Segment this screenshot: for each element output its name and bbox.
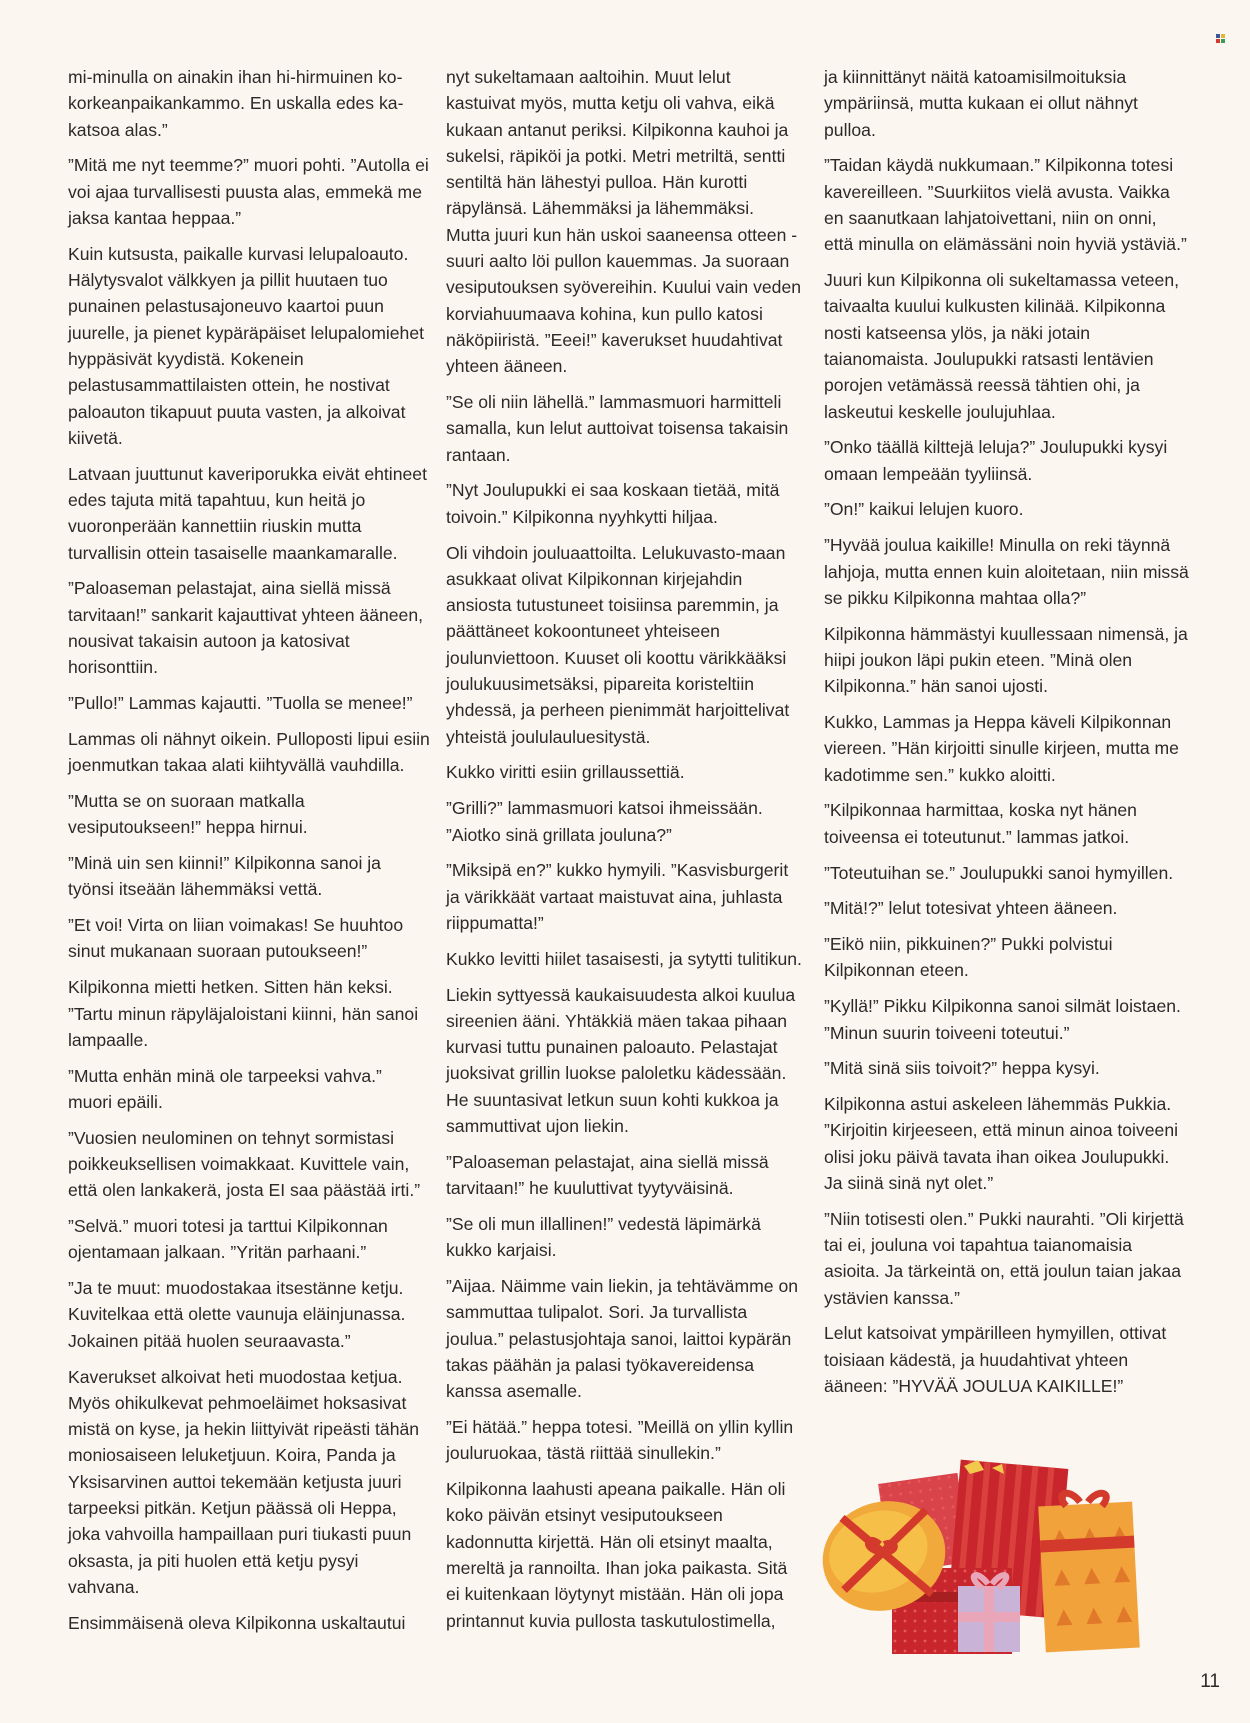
paragraph: ”Niin totisesti olen.” Pukki naurahti. ”Oli kirjettä tai ei, jouluna voi tapahtua taianomaisia asioita. Ja tärkeintä on, että joulun taian jakaa ystävien kanssa.” bbox=[824, 1208, 1184, 1308]
paragraph: ”Pullo!” Lammas kajautti. ”Tuolla se menee!” bbox=[68, 693, 413, 714]
paragraph: Kukko, Lammas ja Heppa käveli Kilpikonnan viereen. ”Hän kirjoitti sinulle kirjeen, mutta me kadotimme sen.” kukko aloitti. bbox=[824, 712, 1179, 785]
page-number: 11 bbox=[1200, 1671, 1220, 1692]
paragraph: ”Selvä.” muori totesi ja tarttui Kilpikonnan ojentamaan jalkaan. ”Yritän parhaani.” bbox=[68, 1216, 388, 1263]
paragraph: Oli vihdoin jouluaattoilta. Lelukuvasto-maan asukkaat olivat Kilpikonnan kirjejahdin ansiosta tutustuneet toisiinsa paremmin, ja päättäneet kokoontuneet yhteiseen joulunviettoon. Kuuset oli koottu värikkääksi joulukuusimetsäksi, pipareita koristeltiin yhdessä, ja perheen pienimmät harjoittelivat yhteistä joululauluesitystä. bbox=[446, 542, 790, 747]
paragraph: ”Miksipä en?” kukko hymyili. ”Kasvisburgerit ja värikkäät vartaat maistuvat aina, juhlasta riippumatta!” bbox=[446, 860, 789, 933]
paragraph: ”Toteutuihan se.” Joulupukki sanoi hymyillen. bbox=[824, 862, 1174, 883]
paragraph: Juuri kun Kilpikonna oli sukeltamassa veteen, taivaalta kuului kulkusten kilinää. Kilpikonna nosti katseensa ylös, ja näki jotain taianomaista. Joulupukki ratsasti lentävien porojen vetämässä reessä tähtien ohi, ja laskeutui keskelle joulujuhlaa. bbox=[824, 270, 1180, 422]
paragraph: Lammas oli nähnyt oikein. Pulloposti lipui esiin joenmutkan takaa alati kiihtyvällä vauhdilla. bbox=[68, 728, 430, 776]
paragraph: Kilpikonna laahusti apeana paikalle. Hän oli koko päivän etsinyt vesiputoukseen kadonnutta kirjettä. Hän oli etsinyt maalta, mereltä ja rannoilta. Ihan joka paikasta. Sitä ei kuitenkaan löytynyt mistään. Hän oli jopa printannut kuvia pullosta taskutulostimella, bbox=[446, 1479, 788, 1631]
paragraph: ”Kyllä!” Pikku Kilpikonna sanoi silmät loistaen. ”Minun suurin toiveeni toteutui.” bbox=[824, 996, 1181, 1043]
paragraph: ”Mutta enhän minä ole tarpeeksi vahva.” muori epäili. bbox=[68, 1065, 382, 1112]
paragraph: Ensimmäisenä oleva Kilpikonna uskaltautui bbox=[68, 1612, 406, 1633]
paragraph: ”Kilpikonnaa harmittaa, koska nyt hänen toiveensa ei toteutunut.” lammas jatkoi. bbox=[824, 800, 1137, 847]
paragraph: Latvaan juuttunut kaveriporukka eivät ehtineet edes tajuta mitä tapahtuu, kun heitä jo vuoronperään kannettiin riuskin mutta turvallisin ottein tasaiselle maankamaralle. bbox=[68, 463, 427, 563]
paragraph: ”Se oli niin lähellä.” lammasmuori harmitteli samalla, kun lelut auttoivat toisensa takaisin rantaan. bbox=[446, 392, 789, 465]
paragraph: ”Taidan käydä nukkumaan.” Kilpikonna totesi kavereilleen. ”Suurkiitos vielä avusta. Vaikka en saanutkaan lahjatoivettani, niin on onni, että minulla on elämässäni noin hyviä ystäviä.” bbox=[824, 155, 1187, 255]
paragraph: ”Minä uin sen kiinni!” Kilpikonna sanoi ja työnsi itseään lähemmäksi vettä. bbox=[68, 853, 381, 900]
paragraph: ”Hyvää joulua kaikille! Minulla on reki täynnä lahjoja, mutta ennen kuin aloitetaan, niin missä se pikku Kilpikonna mahtaa olla?” bbox=[824, 535, 1189, 608]
paragraph: ”Vuosien neulominen on tehnyt sormistasi poikkeuksellisen voimakkaat. Kuvittele vain, että olen lankakerä, josta EI saa päästää irti.” bbox=[68, 1127, 421, 1201]
paragraph: ja kiinnittänyt näitä katoamisilmoituksia ympäriinsä, mutta kukaan ei ollut nähnyt pulloa. bbox=[824, 67, 1138, 140]
paragraph: Lelut katsoivat ympärilleen hymyillen, ottivat toisiaan kädestä, ja huudahtivat yhteen ääneen: ”HYVÄÄ JOULUA KAIKILLE!” bbox=[824, 1323, 1167, 1397]
paragraph: ”Mitä me nyt teemme?” muori pohti. ”Autolla ei voi ajaa turvallisesti puusta alas, emmekä me jaksa kantaa heppaa.” bbox=[68, 155, 429, 228]
corner-mark-icon bbox=[1216, 34, 1225, 43]
paragraph: Kilpikonna hämmästyi kuullessaan nimensä, ja hiipi joukon läpi pukin eteen. ”Minä olen Kilpikonna.” hän sanoi ujosti. bbox=[824, 623, 1188, 697]
paragraph: ”Nyt Joulupukki ei saa koskaan tietää, mitä toivoin.” Kilpikonna nyyhkytti hiljaa. bbox=[446, 480, 780, 527]
paragraph: ”Mitä!?” lelut totesivat yhteen ääneen. bbox=[824, 898, 1118, 919]
paragraph: Kukko viritti esiin grillaussettiä. bbox=[446, 762, 685, 783]
paragraph: ”Eikö niin, pikkuinen?” Pukki polvistui Kilpikonnan eteen. bbox=[824, 934, 1113, 981]
gift-box-orange-trees-icon bbox=[1038, 1493, 1140, 1652]
text-column-1 bbox=[68, 64, 430, 1646]
paragraph: mi-minulla on ainakin ihan hi-hirmuinen ko-korkeanpaikankammo. En uskalla edes ka-katsoa alas.” bbox=[68, 67, 404, 140]
paragraph: ”Mutta se on suoraan matkalla vesiputoukseen!” heppa hirnui. bbox=[68, 790, 308, 838]
text-column-3 bbox=[824, 64, 1190, 1409]
paragraph: ”Grilli?” lammasmuori katsoi ihmeissään. ”Aiotko sinä grillata jouluna?” bbox=[446, 798, 763, 845]
text-column-2 bbox=[446, 64, 802, 1643]
christmas-gifts-illustration bbox=[822, 1458, 1140, 1654]
paragraph: Kilpikonna mietti hetken. Sitten hän keksi. ”Tartu minun räpyläjaloistani kiinni, hän sanoi lampaalle. bbox=[68, 977, 419, 1050]
paragraph: Kaverukset alkoivat heti muodostaa ketjua. Myös ohikulkevat pehmoeläimet hoksasivat mistä on kyse, ja hekin liittyivät ripeästi tähän moniosaiseen leluketjuun. Koira, Panda ja Yksisarvinen auttoi tekemään ketjusta juuri tarpeeksi pitkän. Ketjun päässä oli Heppa, joka vahvoilla hampaillaan puri tiukasti puun oksasta, ja piti huolen että ketju pysyi vahvana. bbox=[68, 1366, 420, 1597]
paragraph: ”Onko täällä kilttejä leluja?” Joulupukki kysyi omaan lempeään tyyliinsä. bbox=[824, 437, 1168, 484]
paragraph: ”Mitä sinä siis toivoit?” heppa kysyi. bbox=[824, 1058, 1100, 1079]
paragraph: Liekin syttyessä kaukaisuudesta alkoi kuulua sireenien ääni. Yhtäkkiä mäen takaa pihaan kurvasi tuttu punainen paloauto. Pelastajat juoksivat grillin luokse paloletku kädessään. He suuntasivat letkun suun kohti kukkoa ja sammuttivat ujon liekin. bbox=[446, 984, 796, 1136]
paragraph: ”Paloaseman pelastajat, aina siellä missä tarvitaan!” he kuuluttivat tyytyväisinä. bbox=[446, 1151, 769, 1199]
paragraph: ”Ja te muut: muodostakaa itsestänne ketju. Kuvitelkaa että olette vaunuja eläinjunassa. Jokainen pitää huolen seuraavasta.” bbox=[68, 1278, 406, 1351]
paragraph: Kuin kutsusta, paikalle kurvasi lelupaloauto. Hälytysvalot välkkyen ja pillit huutaen tuo punainen pelastusajoneuvo kaartoi puun juurelle, ja pienet kypäräpäiset lelupalomiehet hyppäsivät kyydistä. Kokenein pelastusammattilaisten ottein, he nostivat paloauton tikapuut puuta vasten, ja alkoivat kiivetä. bbox=[68, 243, 425, 448]
paragraph: nyt sukeltamaan aaltoihin. Muut lelut kastuivat myös, mutta ketju oli vahva, eikä kukaan antanut periksi. Kilpikonna kauhoi ja sukelsi, räpiköi ja potki. Metri metriltä, sentti sentiltä hän lähestyi pulloa. Hän kurotti räpylänsä. Lähemmäksi ja lähemmäksi. Mutta juuri kun hän uskoi saaneensa otteen - suuri aalto löi pullon kauemmas. Ja suoraan vesiputouksen syövereihin. Kuului vain veden korviahuumaava kohina, kun pullo katosi näköpiiristä. ”Eeei!” kaverukset huudahtivat yhteen ääneen. bbox=[446, 67, 802, 377]
paragraph: ”Se oli mun illallinen!” vedestä läpimärkä kukko karjaisi. bbox=[446, 1213, 761, 1261]
paragraph: Kukko levitti hiilet tasaisesti, ja sytytti tulitikun. bbox=[446, 948, 802, 969]
paragraph: ”Et voi! Virta on liian voimakas! Se huuhtoo sinut mukanaan suoraan putoukseen!” bbox=[68, 915, 404, 962]
paragraph: ”On!” kaikui lelujen kuoro. bbox=[824, 499, 1024, 520]
gift-box-lavender-icon bbox=[958, 1575, 1020, 1652]
paragraph: ”Paloaseman pelastajat, aina siellä missä tarvitaan!” sankarit kajauttivat yhteen ääneen, nousivat takaisin autoon ja katosivat horisonttiin. bbox=[68, 578, 424, 678]
paragraph: Kilpikonna astui askeleen lähemmäs Pukkia. ”Kirjoitin kirjeeseen, että minun ainoa toiveeni olisi joku päivä tavata ihan oikea Joulupukki. Ja siinä sinä nyt olet.” bbox=[824, 1094, 1179, 1193]
paragraph: ”Aijaa. Näimme vain liekin, ja tehtävämme on sammuttaa tulipalot. Sori. Ja turvallista joulua.” pelastusjohtaja sanoi, laittoi kypärän takas päähän ja palasi työkavereidensa kanssa asemalle. bbox=[446, 1275, 799, 1402]
paragraph: ”Ei hätää.” heppa totesi. ”Meillä on yllin kyllin jouluruokaa, tästä riittää sinullekin.” bbox=[446, 1416, 794, 1464]
